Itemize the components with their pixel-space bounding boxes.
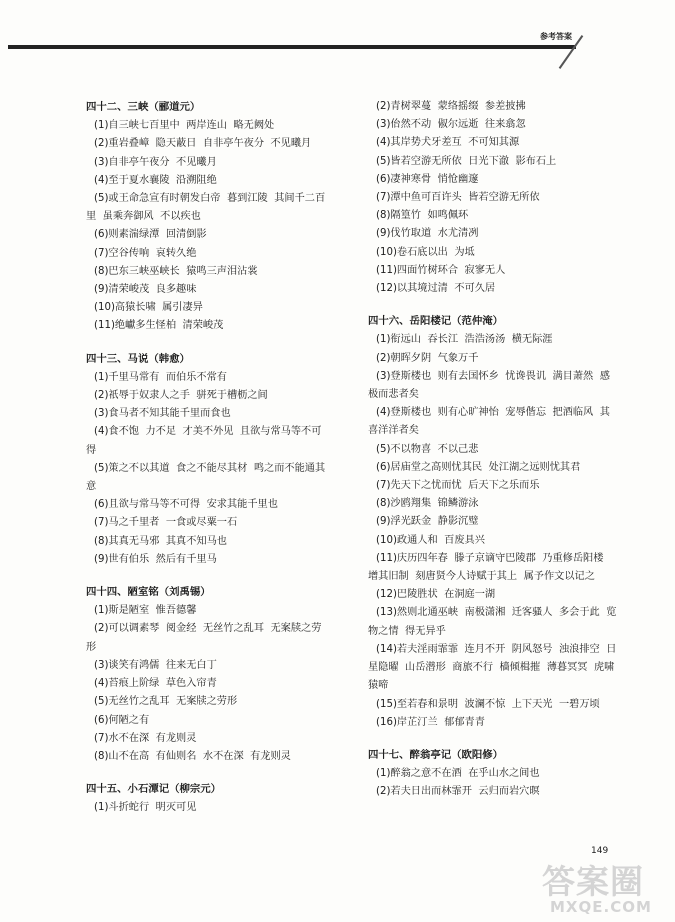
answer-entry: (4)苔痕上阶绿 草色入帘青 [94,678,217,690]
answer-entry: (5)皆若空游无所依 日光下澈 影布石上 [376,155,557,167]
answer-entry: (8)隔篁竹 如鸣佩环 [376,210,469,222]
section-title: 四十五、小石潭记（柳宗元） [86,783,222,796]
answer-entry: (6)则素湍绿潭 回清倒影 [94,229,207,241]
answer-entry: (1)醉翁之意不在酒 在乎山水之间也 [376,768,540,780]
answer-entry: (1)千里马常有 而伯乐不常有 [94,371,227,383]
answer-entry: (6)何陋之有 [94,714,150,726]
answer-entry: (2)青树翠蔓 蒙络摇缀 参差披拂 [376,101,526,112]
answer-entry: (9)伐竹取道 水尤清冽 [376,228,479,240]
watermark-main: 答案圈 [542,862,644,901]
watermark-logo [542,856,670,918]
section-title: 四十六、岳阳楼记（范仲淹） [368,315,504,328]
answer-entry: (8)巴东三峡巫峡长 猿鸣三声泪沾裳 [94,265,258,277]
answer-entry: (5)不以物喜 不以己悲 [376,443,479,455]
answer-entry: (10)高猿长啸 属引凄异 [94,302,203,314]
answer-entry: (6)凄神寒骨 悄怆幽邃 [376,173,479,185]
answer-entry: (7)潭中鱼可百许头 皆若空游无所依 [376,192,540,204]
answer-entry: (1)斯是陋室 惟吾德馨 [94,605,197,617]
answer-entry: (3)食马者不知其能千里而食也 [94,408,231,420]
answer-entry: (2)朝晖夕阴 气象万千 [376,352,479,364]
answer-entry: (3)佁然不动 俶尔远逝 往来翕忽 [376,119,526,131]
answer-section [86,98,331,336]
answer-entry: (7)马之千里者 一食或尽粟一石 [94,517,238,529]
answer-entry: (15)至若春和景明 波澜不惊 上下天光 一碧万顷 [376,698,600,710]
answer-entry: (2)重岩叠嶂 隐天蔽日 自非亭午夜分 不见曦月 [94,138,312,150]
right-column [368,98,618,816]
answer-entry: (7)先天下之忧而忧 后天下之乐而乐 [376,480,540,492]
answer-entry: (4)食不饱 力不足 才美不外见 且欲与常马等不可得 [86,426,322,456]
answer-entry: (5)策之不以其道 食之不能尽其材 鸣之而不能通其意 [86,462,326,493]
answer-entry: (6)且欲与常马等不可得 安求其能千里也 [94,499,278,511]
left-column [86,98,331,832]
answer-section [368,312,618,732]
answer-entry: (8)沙鸥翔集 锦鳞游泳 [376,498,479,510]
answer-entry: (3)自非亭午夜分 不见曦月 [94,156,217,168]
answer-entry: (13)然则北通巫峡 南极潇湘 迁客骚人 多会于此 览物之情 得无异乎 [368,607,617,637]
answer-entry: (8)山不在高 有仙则名 水不在深 有龙则灵 [94,750,291,762]
answer-section [86,780,331,817]
answer-entry: (6)居庙堂之高则忧其民 处江湖之远则忧其君 [376,461,581,473]
answer-entry: (1)自三峡七百里中 两岸连山 略无阙处 [94,120,275,132]
answer-entry: (2)可以调素琴 阅金经 无丝竹之乱耳 无案牍之劳形 [86,623,322,653]
section-title: 四十四、陋室铭（刘禹锡） [86,586,211,599]
answer-entry: (16)岸芷汀兰 郁郁青青 [376,716,485,728]
answer-entry: (2)祇辱于奴隶人之手 骈死于槽枥之间 [94,390,268,402]
answer-entry: (10)卷石底以出 为坻 [376,246,475,258]
answer-entry: (9)浮光跃金 静影沉璧 [376,516,479,528]
page-number: 149 [591,846,609,856]
answer-entry: (14)若夫淫雨霏霏 连月不开 阴风怒号 浊浪排空 日星隐曜 山岳潜形 商旅不行 樯倾楫摧 薄暮冥冥 虎啸猿啼 [368,643,617,692]
answer-entry: (10)政通人和 百废具兴 [376,534,485,546]
answer-entry: (4)其岸势犬牙差互 不可知其源 [376,137,520,149]
answer-entry: (12)以其境过清 不可久居 [376,283,496,295]
answer-entry: (5)无丝竹之乱耳 无案牍之劳形 [94,696,238,708]
answer-entry: (3)谈笑有鸿儒 往来无白丁 [94,659,217,671]
answer-entry: (3)登斯楼也 则有去国怀乡 忧谗畏讥 满目萧然 感极而悲者矣 [368,370,610,401]
answer-entry: (11)庆历四年春 滕子京谪守巴陵郡 乃重修岳阳楼 增其旧制 刻唐贤今人诗赋于其上 属予作文以记之 [368,552,610,583]
answer-entry: (2)若夫日出而林霏开 云归而岩穴暝 [376,786,540,798]
answer-entry: (7)水不在深 有龙则灵 [94,732,197,744]
watermark-domain: MXQE.COM [550,898,652,916]
answer-entry: (9)清荣峻茂 良多趣味 [94,284,197,296]
answer-entry: (1)斗折蛇行 明灭可见 [94,802,197,814]
answer-section [86,350,331,569]
answer-entry: (4)登斯楼也 则有心旷神怡 宠辱偕忘 把酒临风 其喜洋洋者矣 [368,407,610,437]
answer-section [368,746,618,802]
header-rule [8,45,576,49]
answer-entry: (11)绝巘多生怪柏 清荣峻茂 [94,320,224,332]
answer-entry: (1)衔远山 吞长江 浩浩汤汤 横无际涯 [376,334,553,346]
answer-entry: (4)至于夏水襄陵 沿溯阻绝 [94,174,217,186]
answer-entry: (5)或王命急宣有时朝发白帝 暮到江陵 其间千二百里 虽乘奔御风 不以疾也 [86,193,326,223]
section-title: 四十七、醉翁亭记（欧阳修） [368,748,504,761]
answer-section [86,583,331,766]
answer-entry: (12)巴陵胜状 在洞庭一湖 [376,589,496,601]
answer-entry: (8)其真无马邪 其真不知马也 [94,535,227,547]
answer-entry: (9)世有伯乐 然后有千里马 [94,553,217,565]
answer-section [368,98,618,298]
header-label: 参考答案 [540,32,572,41]
section-title: 四十三、马说（韩愈） [86,352,190,365]
answer-entry: (11)四面竹树环合 寂寥无人 [376,264,506,276]
section-title: 四十二、三峡（郦道元） [86,101,201,113]
answer-entry: (7)空谷传响 哀转久绝 [94,247,197,259]
